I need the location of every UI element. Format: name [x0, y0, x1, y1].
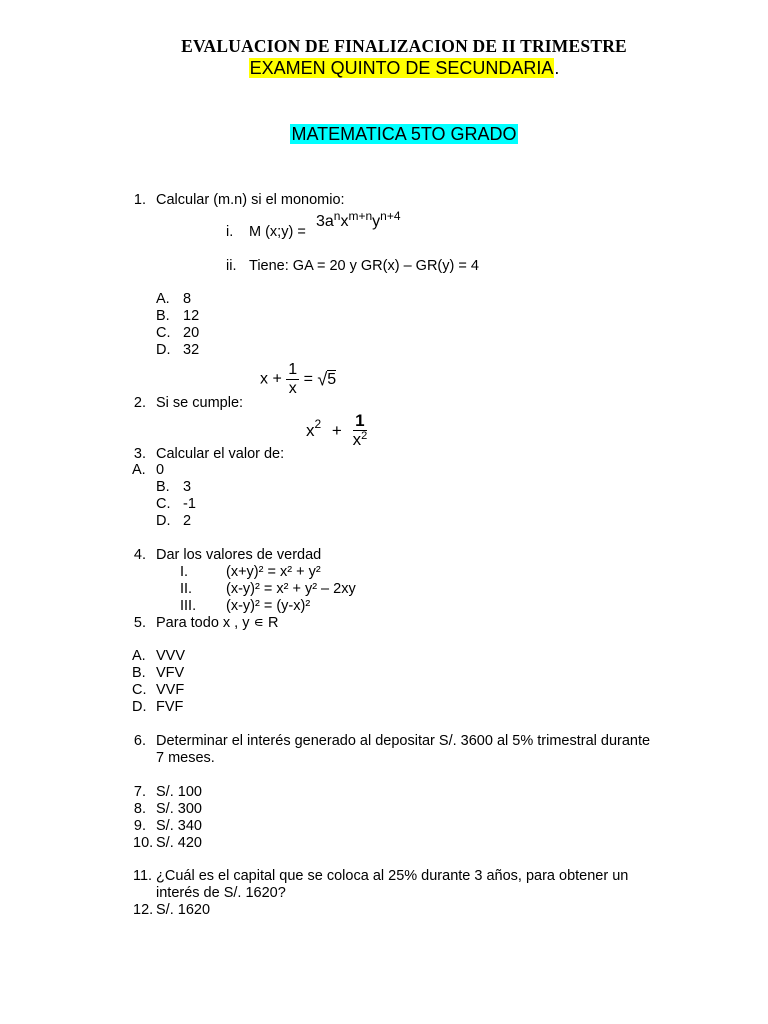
q12-number: 12. — [133, 902, 154, 918]
equation-x2-plus-inverse — [306, 412, 367, 449]
formula-y: y — [372, 213, 381, 230]
q8-number: 8. — [133, 801, 146, 817]
q5-option-b-letter: B. — [132, 665, 146, 681]
q4-item-3-roman: III. — [180, 598, 197, 614]
eq2-numerator: 1 — [353, 412, 368, 431]
q4-item-3-expr: (x-y)² = (y-x)² — [226, 598, 311, 614]
q3-option-c-letter: C. — [156, 496, 171, 512]
q5-number: 5. — [133, 615, 146, 631]
q1-option-a-value: 8 — [183, 291, 192, 307]
q3-option-d-value: 2 — [183, 513, 192, 529]
q3-option-b-letter: B. — [156, 479, 170, 495]
q3-option-b-value: 3 — [183, 479, 192, 495]
monomial-formula — [316, 209, 401, 232]
q7-number: 7. — [133, 784, 146, 800]
formula-x: x — [340, 213, 349, 230]
eq1-plus: + — [272, 370, 282, 388]
q2-number: 2. — [133, 395, 146, 411]
q11-number: 11. — [133, 868, 153, 884]
q2-text: Si se cumple: — [156, 395, 244, 411]
q5-option-b-value: VFV — [156, 665, 185, 681]
subtitle-dot: . — [554, 58, 560, 78]
eq2-exp: 2 — [314, 416, 322, 431]
q5-option-c-letter: C. — [132, 682, 147, 698]
subject-heading — [0, 124, 768, 145]
exam-subtitle-text: EXAMEN QUINTO DE SECUNDARIA — [249, 58, 554, 78]
formula-exp-y: n+4 — [380, 209, 401, 223]
eq2-base — [306, 416, 322, 440]
q1-text: Calcular (m.n) si el monomio: — [156, 192, 345, 208]
q11-line-1: ¿Cuál es el capital que se coloca al 25% durante 3 años, para obtener un — [156, 868, 629, 884]
q3-text: Calcular el valor de: — [156, 446, 285, 462]
exam-subtitle — [0, 58, 768, 79]
eq1-denominator: x — [288, 380, 297, 397]
q3-option-a-value: 0 — [156, 462, 165, 478]
eq2-x: x — [306, 420, 315, 440]
q3-option-c-value: -1 — [183, 496, 196, 512]
eq2-den-exp: 2 — [361, 430, 368, 442]
q1-ii-number: ii. — [226, 258, 237, 274]
q4-item-2-expr: (x-y)² = x² + y² – 2xy — [226, 581, 356, 597]
q5-text: Para todo x , y ∊ R — [156, 615, 279, 631]
q1-ii-text: Tiene: GA = 20 y GR(x) – GR(y) = 4 — [249, 258, 479, 274]
eq1-root-sign: √ — [317, 369, 328, 390]
q9-value: S/. 340 — [156, 818, 202, 834]
q7-value: S/. 100 — [156, 784, 202, 800]
q4-item-1-roman: I. — [180, 564, 189, 580]
q5-option-a-value: VVV — [156, 648, 186, 664]
q5-option-a-letter: A. — [132, 648, 146, 664]
q1-option-a-letter: A. — [156, 291, 170, 307]
eq1-fraction — [286, 361, 299, 398]
eq2-plus: + — [331, 420, 342, 440]
q4-text: Dar los valores de verdad — [156, 547, 322, 563]
q5-option-c-value: VVF — [156, 682, 185, 698]
q4-item-2-roman: II. — [180, 581, 193, 597]
q6-number: 6. — [133, 733, 146, 749]
q6-line-2: 7 meses. — [156, 750, 215, 766]
q5-option-d-letter: D. — [132, 699, 147, 715]
q1-option-b-letter: B. — [156, 308, 170, 324]
eq2-denominator — [353, 431, 368, 449]
formula-exp-a: n — [333, 209, 341, 223]
eq2-den-x: x — [352, 430, 362, 449]
eq1-x: x — [260, 370, 268, 388]
eq2-fraction — [353, 412, 368, 449]
q1-option-c-value: 20 — [183, 325, 200, 341]
q1-i-number: i. — [226, 224, 234, 240]
q3-option-d-letter: D. — [156, 513, 171, 529]
q9-number: 9. — [133, 818, 146, 834]
q1-i-text: M (x;y) = — [249, 224, 306, 240]
q4-item-1-expr: (x+y)² = x² + y² — [226, 564, 321, 580]
q1-option-b-value: 12 — [183, 308, 200, 324]
q8-value: S/. 300 — [156, 801, 202, 817]
q1-option-c-letter: C. — [156, 325, 171, 341]
q10-value: S/. 420 — [156, 835, 202, 851]
formula-exp-x: m+n — [348, 209, 373, 223]
q11-line-2: interés de S/. 1620? — [156, 885, 286, 901]
q3-option-a-letter: A. — [132, 462, 146, 478]
q12-value: S/. 1620 — [156, 902, 211, 918]
q5-option-d-value: FVF — [156, 699, 184, 715]
q1-option-d-letter: D. — [156, 342, 171, 358]
eq1-radicand: 5 — [327, 370, 337, 388]
eq1-numerator: 1 — [288, 361, 298, 378]
q3-number: 3. — [133, 446, 146, 462]
q10-number: 10. — [133, 835, 154, 851]
exam-title: EVALUACION DE FINALIZACION DE II TRIMESTRE — [181, 36, 627, 56]
equation-x-plus-inverse — [260, 361, 336, 398]
q6-line-1: Determinar el interés generado al depositar S/. 3600 al 5% trimestral durante — [156, 733, 651, 749]
formula-coef: 3a — [316, 213, 334, 230]
q1-number: 1. — [133, 192, 146, 208]
subject-heading-text: MATEMATICA 5TO GRADO — [291, 124, 517, 144]
eq1-equals: = — [303, 370, 313, 388]
q4-number: 4. — [133, 547, 146, 563]
q1-option-d-value: 32 — [183, 342, 200, 358]
